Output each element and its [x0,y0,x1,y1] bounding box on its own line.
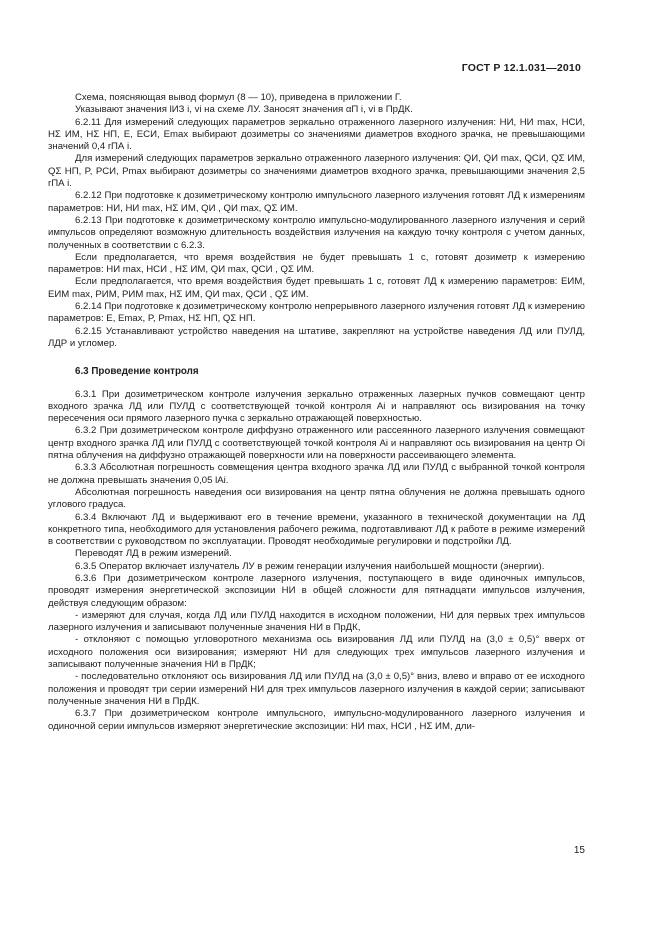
paragraph-4: Для измерений следующих параметров зеркально отраженного лазерного излучения: QИ, QИ max, QСИ, QΣ ИМ, QΣ НП, P, PСИ, Pmax выбирают дозиметры со значениями диаметров входного зрачка, превышающими значения 2,5 rПА i. [48,153,585,190]
list-item-3: - последовательно отклоняют ось визирования ЛД или ПУЛД на (3,0 ± 0,5)° вниз, влево и вправо от ее исходного положения и проводят три серии измерений HИ для трех импульсов лазерного излучения в каждой серии; записывают полученные значения HИ в ПрДК. [48,671,585,707]
paragraph-6-3-2: 6.3.2 При дозиметрическом контроле диффузно отраженного или рассеянного лазерного излучения совмещают центр входного зрачка ЛД или ПУЛД с соответствующей точкой контроля Ai и направляют ось визирования на центр Oi пятна облучения на диффузно отражающей поверхности или на поверхности рассеивающего элемента. [48,425,585,462]
paragraph-6: 6.2.13 При подготовке к дозиметрическому контролю импульсно-модулированного лазерного излучения и серий импульсов определяют возможную длительность воздействия излучения на каждую точку контроля с учетом данных, полученных в соответствии с 6.2.3. [48,214,585,251]
paragraph-2: Указывают значения lИЗ i, vi на схеме ЛУ. Заносят значения αП i, vi в ПрДК. [75,104,413,116]
standard-header: ГОСТ Р 12.1.031—2010 [461,62,581,74]
paragraph-6-3-7: 6.3.7 При дозиметрическом контроле импульсного, импульсно-модулированного лазерного излучения и одиночной серии импульсов измеряют энергетические экспозиции: HИ max, HСИ , HΣ ИМ, дли- [48,708,585,732]
paragraph-6-3-3: 6.3.3 Абсолютная погрешность совмещения центра входного зрачка ЛД или ПУЛД с выбранной точкой контроля не должна превышать значения 0,05 lAi. [48,462,585,486]
paragraph-6-3-3b: Абсолютная погрешность наведения оси визирования на центр пятна облучения не должна превышать одного углового градуса. [48,486,585,511]
section-heading: 6.3 Проведение контроля [75,366,199,378]
paragraph-9: 6.2.14 При подготовке к дозиметрическому контролю непрерывного лазерного излучения готовят ЛД к измерению параметров: E, Emax, P, Pmax, HΣ НП, QΣ НП. [48,301,585,325]
paragraph-1: Схема, поясняющая вывод формул (8 — 10), приведена в приложении Г. [75,92,402,103]
paragraph-6-3-6: 6.3.6 При дозиметрическом контроле лазерного излучения, поступающего в виде одиночных импульсов, проводят измерения энергетической экспозиции HИ в общей сложности для пятнадцати импульсов излучения, действуя следующим образом: [48,572,585,609]
paragraph-3: 6.2.11 Для измерений следующих параметров зеркально отраженного лазерного излучения: HИ, HИ max, HСИ, HΣ ИМ, HΣ НП, E, EСИ, Emax выбирают дозиметры со значениями диаметров входного зрачка, не превышающими значений 0,4 rПА i. [48,116,585,153]
paragraph-6-3-5: 6.3.5 Оператор включает излучатель ЛУ в режим генерации излучения наибольшей мощности (энергии). [75,560,545,572]
paragraph-6-3-4: 6.3.4 Включают ЛД и выдерживают его в течение времени, указанного в технической документации на ЛД конкретного типа, необходимого для установления рабочего режима, подготавливают ЛД к работе в режиме измерений в соответствии с руководством по эксплуатации. Проводят необходимые регулировки и подстройки ЛД. [48,511,585,548]
paragraph-8: Если предполагается, что время воздействия будет превышать 1 с, готовят ЛД к измерению параметров: EИМ, EИМ max, PИМ, PИМ max, HΣ ИМ, QИ max, QСИ , QΣ ИМ. [48,276,585,300]
paragraph-7: Если предполагается, что время воздействия не будет превышать 1 с, готовят дозиметр к измерению параметров: HИ max, HСИ , HΣ ИМ, QИ max, QСИ , QΣ ИМ. [48,251,585,276]
paragraph-6-3-4b: Переводят ЛД в режим измерений. [75,548,232,560]
list-item-1: - измеряют для случая, когда ЛД или ПУЛД находится в исходном положении, HИ для первых трех импульсов лазерного излучения и записывают полученные значения HИ в ПрДК, [48,609,585,634]
paragraph-6-3-1: 6.3.1 При дозиметрическом контроле излучения зеркально отраженных лазерных пучков совмещают центр входного зрачка ЛД или ПУЛД с соответствующей точкой контроля Ai и направляют ось визирования на точку пересечения оси прямого лазерного пучка с зеркально отражающей поверхностью. [48,388,585,425]
page-number: 15 [573,845,585,856]
paragraph-10: 6.2.15 Устанавливают устройство наведения на штативе, закрепляют на устройстве наведения ЛД или ПУЛД, ЛДР и угломер. [48,325,585,349]
list-item-2: - отклоняют с помощью угловоротного механизма ось визирования ЛД или ПУЛД на (3,0 ± 0,5)° вверх от исходного положения оси визирования; измеряют HИ для следующих трех импульсов лазерного излучения и записывают полученные значения HИ в ПрДК; [48,634,585,671]
document-body [48,92,585,733]
paragraph-5: 6.2.12 При подготовке к дозиметрическому контролю импульсного лазерного излучения готовят ЛД к измерениям параметров: HИ, HИ max, HΣ ИМ, QИ , QИ max, QΣ ИМ. [48,190,585,214]
